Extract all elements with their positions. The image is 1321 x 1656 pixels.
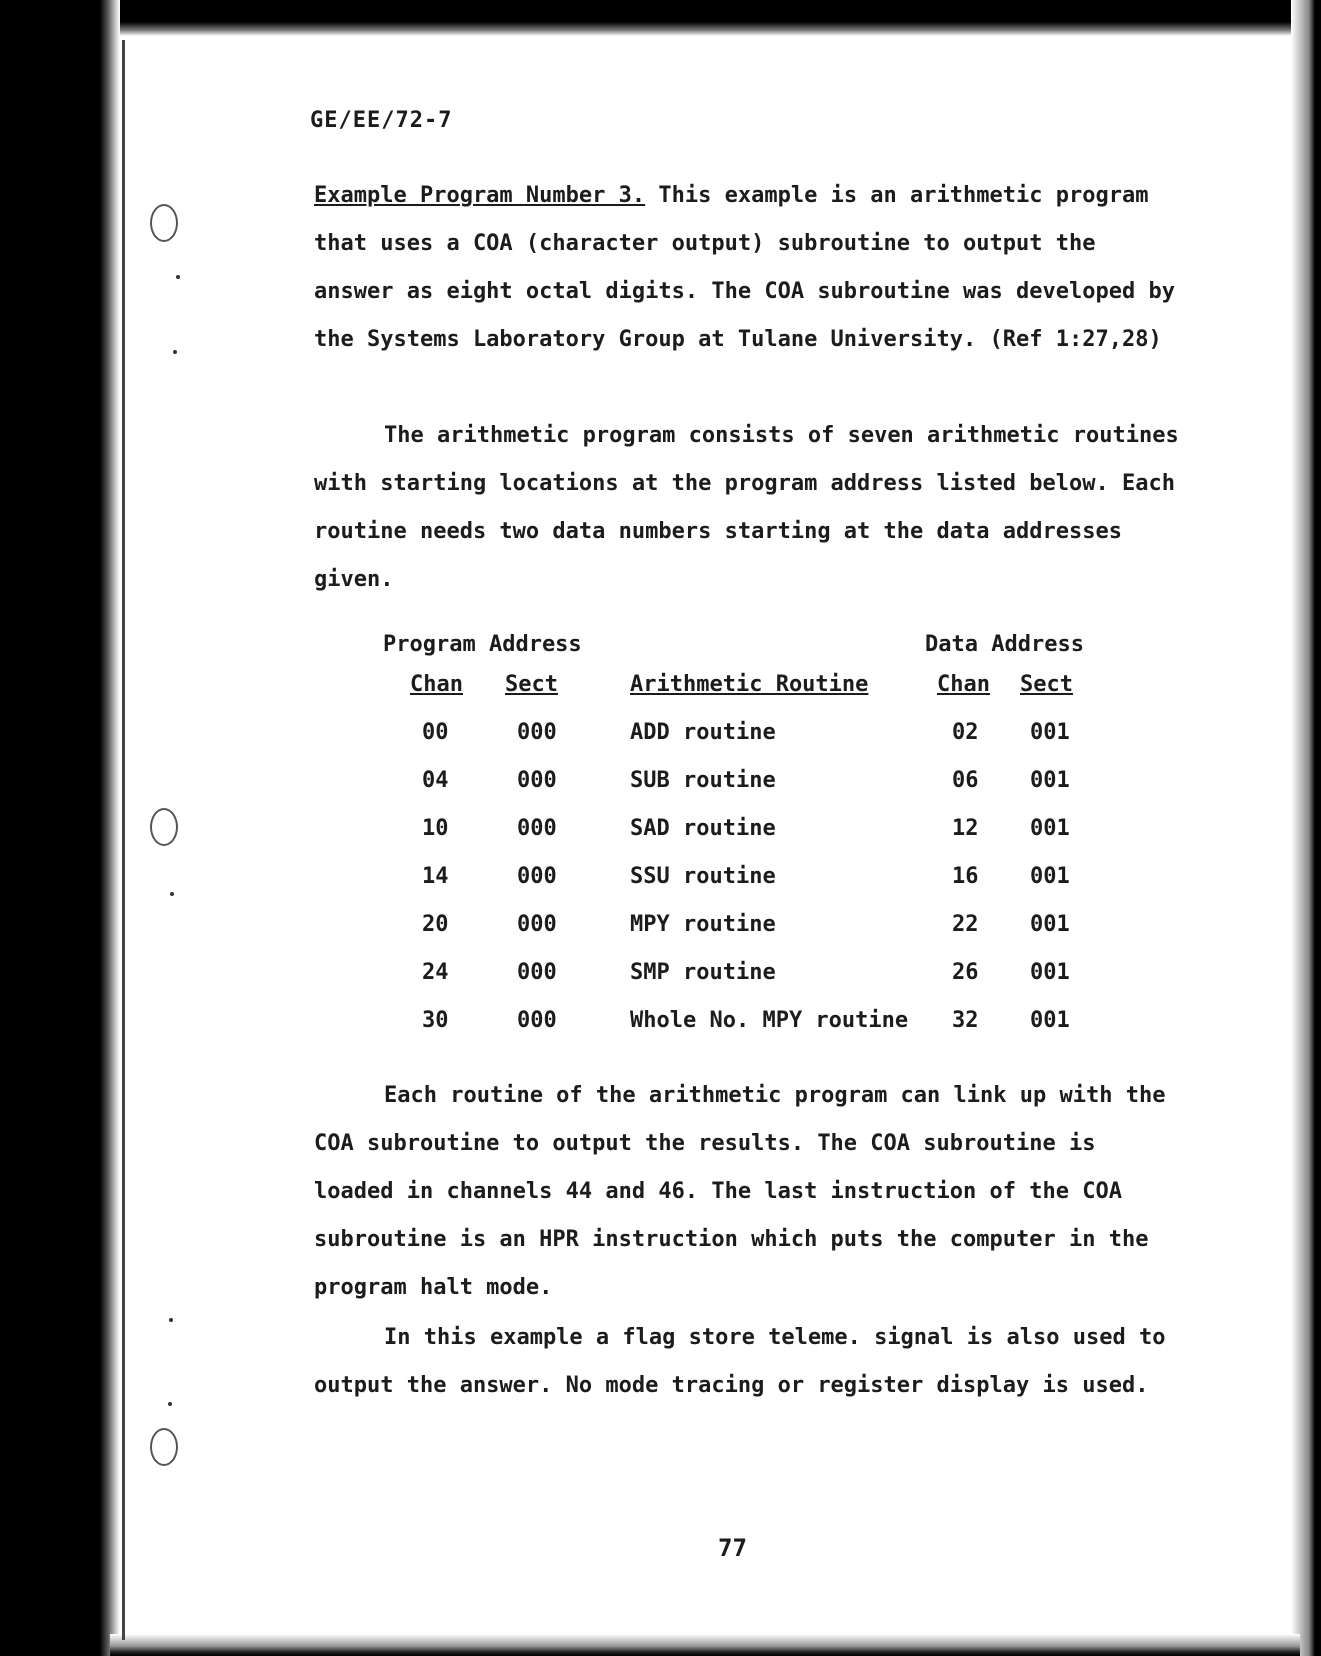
paragraph-example-intro [314, 172, 1184, 364]
table-row [0, 1008, 1321, 1056]
program-chan-cell: 20 [422, 912, 449, 937]
program-sect-cell: 000 [517, 720, 557, 745]
routine-cell: MPY routine [630, 912, 776, 937]
program-chan-cell: 10 [422, 816, 449, 841]
table-row [0, 912, 1321, 960]
program-chan-cell: 00 [422, 720, 449, 745]
punch-hole-icon [150, 1428, 178, 1466]
data-sect-cell: 001 [1030, 816, 1070, 841]
data-chan-cell: 16 [952, 864, 979, 889]
paragraph-flag-store [314, 1314, 1184, 1410]
column-header-routine: Arithmetic Routine [630, 672, 869, 697]
table-row [0, 720, 1321, 768]
data-sect-cell: 001 [1030, 864, 1070, 889]
program-address-heading: Program Address [383, 632, 582, 657]
data-address-heading: Data Address [925, 632, 1084, 657]
flag-store-text: In this example a flag store teleme. signal is also used to output the answer. No mode tracing or register display is used. [314, 1325, 1166, 1398]
paragraph-arithmetic-program [314, 412, 1184, 604]
scan-top-edge [0, 0, 1321, 36]
data-chan-cell: 06 [952, 768, 979, 793]
table-row [0, 816, 1321, 864]
table-row [0, 864, 1321, 912]
routine-cell: Whole No. MPY routine [630, 1008, 909, 1033]
program-chan-cell: 30 [422, 1008, 449, 1033]
program-sect-cell: 000 [517, 768, 557, 793]
punch-hole-icon [150, 204, 178, 242]
program-chan-cell: 24 [422, 960, 449, 985]
arithmetic-program-text: The arithmetic program consists of seven arithmetic routines with starting locations at the program address listed below. Each routine needs two data numbers starting at the data addresses given. [314, 423, 1179, 592]
table-row [0, 768, 1321, 816]
program-chan-cell: 14 [422, 864, 449, 889]
program-sect-cell: 000 [517, 816, 557, 841]
page-number: 77 [718, 1534, 747, 1562]
data-chan-cell: 12 [952, 816, 979, 841]
data-sect-cell: 001 [1030, 1008, 1070, 1033]
program-chan-cell: 04 [422, 768, 449, 793]
scan-bottom-edge [110, 1634, 1300, 1656]
scan-speck [176, 275, 180, 279]
column-header-data-sect: Sect [1020, 672, 1073, 697]
data-chan-cell: 02 [952, 720, 979, 745]
data-chan-cell: 26 [952, 960, 979, 985]
data-chan-cell: 22 [952, 912, 979, 937]
scan-speck [168, 1402, 172, 1406]
program-sect-cell: 000 [517, 912, 557, 937]
data-sect-cell: 001 [1030, 768, 1070, 793]
scan-speck [173, 350, 177, 354]
column-header-program-sect: Sect [505, 672, 558, 697]
example-intro-text: This example is an arithmetic program that uses a COA (character output) subroutine to output the answer as eight octal digits. The COA subroutine was developed by the Systems Laboratory Group at Tulane University. (Ref 1:27,28) [314, 183, 1175, 352]
routine-cell: SSU routine [630, 864, 776, 889]
document-header: GE/EE/72-7 [310, 108, 453, 133]
data-sect-cell: 001 [1030, 960, 1070, 985]
routine-cell: SUB routine [630, 768, 776, 793]
scan-speck [169, 1318, 173, 1322]
program-sect-cell: 000 [517, 1008, 557, 1033]
coa-linkage-text: Each routine of the arithmetic program can link up with the COA subroutine to output the results. The COA subroutine is loaded in channels 44 and 46. The last instruction of the COA subroutine is an HPR instruction which puts the computer in the program halt mode. [314, 1083, 1166, 1300]
table-row [0, 960, 1321, 1008]
data-sect-cell: 001 [1030, 720, 1070, 745]
routine-cell: SMP routine [630, 960, 776, 985]
example-title: Example Program Number 3. [314, 183, 646, 208]
program-sect-cell: 000 [517, 960, 557, 985]
routine-cell: SAD routine [630, 816, 776, 841]
data-chan-cell: 32 [952, 1008, 979, 1033]
column-header-data-chan: Chan [937, 672, 990, 697]
routine-cell: ADD routine [630, 720, 776, 745]
column-header-program-chan: Chan [410, 672, 463, 697]
paragraph-coa-linkage [314, 1072, 1184, 1312]
program-sect-cell: 000 [517, 864, 557, 889]
data-sect-cell: 001 [1030, 912, 1070, 937]
